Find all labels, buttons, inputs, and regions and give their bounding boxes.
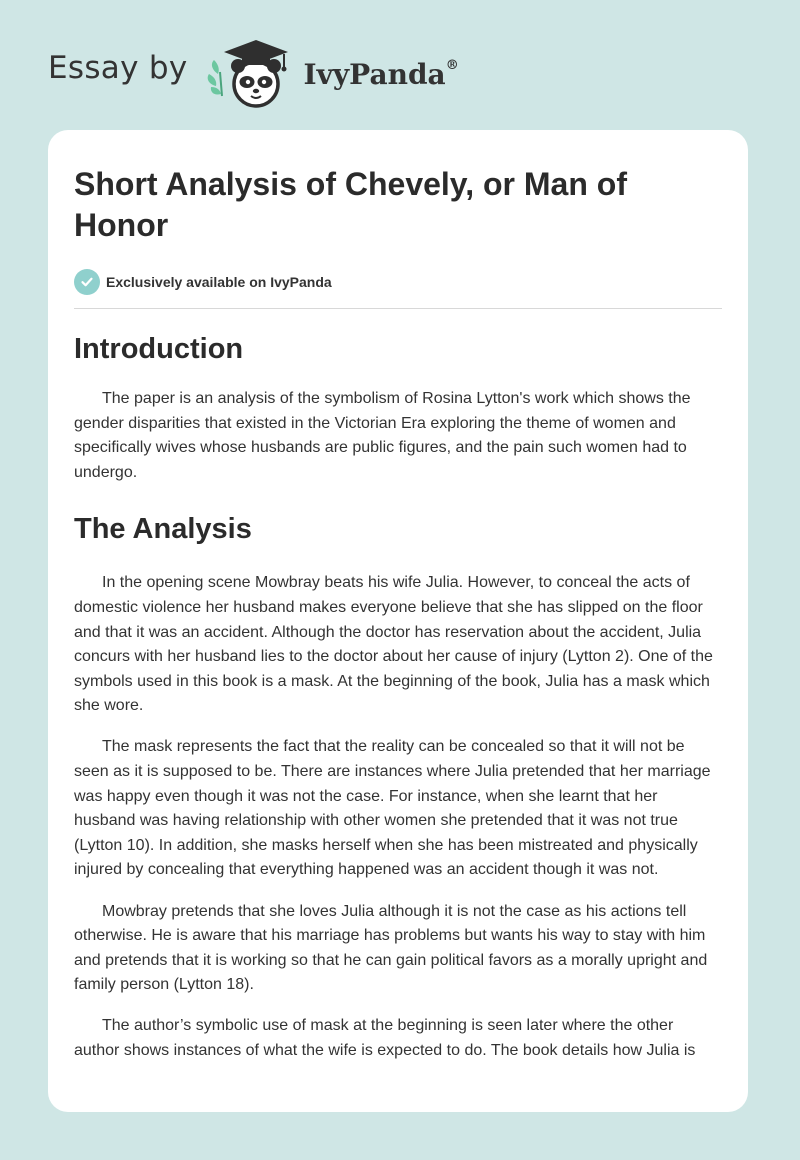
panda-graduate-icon bbox=[204, 34, 300, 110]
section-introduction bbox=[74, 331, 722, 485]
paragraph: In the opening scene Mowbray beats his wife Julia. However, to conceal the acts of domestic violence her husband makes everyone believe that she has slipped on the floor and that it was an accident. Although the doctor has reservation about the accident, Julia concurs with her husband lies to the doctor about her cause of injury (Lytton 2). One of the symbols used in this book is a mask. At the beginning of the book, Julia has a mask which she wore. bbox=[74, 574, 713, 715]
site-logo[interactable] bbox=[48, 34, 459, 110]
page-title: Short Analysis of Chevely, or Man of Honor bbox=[74, 166, 627, 243]
essay-by-label: Essay by bbox=[48, 50, 188, 86]
paragraph: Mowbray pretends that she loves Julia although it is not the case as his actions tell otherwise. He is aware that his marriage has problems but wants his way to stay with him and pretends that it is working so that he can gain political favors as a morally upright and family person (Lytton 18). bbox=[74, 902, 708, 994]
paragraph: The author’s symbolic use of mask at the beginning is seen later where the other author shows instances of what the wife is expected to do. The book details how Julia is bbox=[74, 1017, 696, 1059]
exclusive-badge bbox=[74, 268, 722, 296]
title-divider bbox=[74, 308, 722, 309]
section-analysis bbox=[74, 511, 722, 1063]
registered-mark: ® bbox=[445, 58, 459, 74]
paragraph: The mask represents the fact that the reality can be concealed so that it will not be seen as it is supposed to be. There are instances where Julia pretended that her marriage was happy even though it was not the case. For instance, when she learnt that her husband was having relationship with other women she pretended that it was not true (Lytton 10). In addition, she masks herself when she has been mistreated and physically injured by concealing that everything happened was an accident though it was not. bbox=[74, 738, 711, 879]
check-circle-icon bbox=[74, 269, 100, 295]
section-heading: Introduction bbox=[74, 333, 244, 365]
brand-name-text: IvyPanda bbox=[303, 57, 446, 91]
paragraph: The paper is an analysis of the symbolism of Rosina Lytton's work which shows the gender disparities that existed in the Victorian Era exploring the theme of women and specifically wives whose husbands are public figures, and the pain such women had to undergo. bbox=[74, 390, 691, 481]
exclusive-badge-label: Exclusively available on IvyPanda bbox=[106, 274, 332, 290]
brand-name bbox=[304, 58, 459, 91]
essay-card bbox=[48, 130, 748, 1112]
section-heading: The Analysis bbox=[74, 513, 252, 546]
